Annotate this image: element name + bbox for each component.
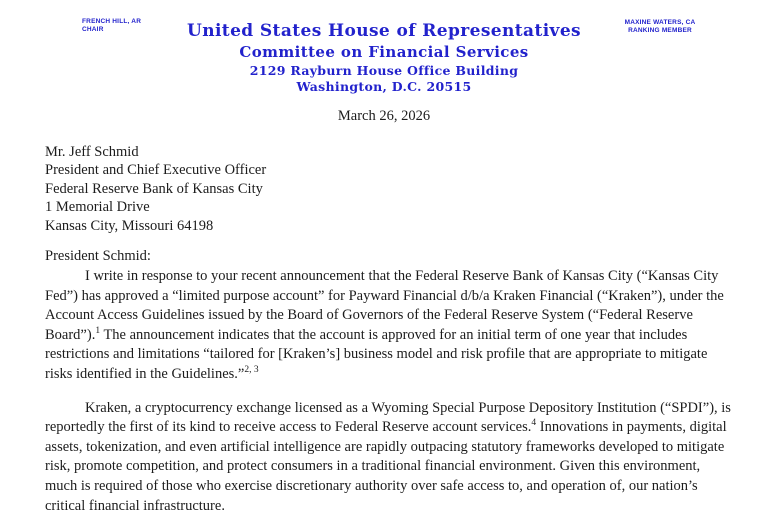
paragraph-1	[45, 267, 731, 385]
footnote-marker-2-3: 2, 3	[244, 365, 259, 376]
letterhead-committee: Committee on Financial Services	[239, 43, 529, 61]
letterhead	[0, 21, 768, 95]
ranking-member-name: MAXINE WATERS, CA	[624, 19, 696, 26]
paragraph-2-text-1: Kraken, a cryptocurrency exchange licensed as a Wyoming Special Purpose Depository Institution (“SPDI”), is reportedly the first of its kind to receive access to Federal Reserve account services.	[45, 399, 731, 436]
chair-title: CHAIR	[82, 26, 104, 33]
letterhead-building: 2129 Rayburn House Office Building	[249, 63, 519, 78]
letter-date: March 26, 2026	[337, 108, 431, 124]
recipient-street: 1 Memorial Drive	[45, 199, 150, 216]
footnote-marker-4: 4	[531, 418, 537, 429]
paragraph-2	[45, 399, 731, 517]
paragraph-2-text-2: Innovations in payments, digital assets, tokenization, and even artificial intelligence are rapidly outpacing statutory frameworks developed to mitigate risk, promote competition, and protect consumers in a traditional financial environment. Given this environment, much is required of those who exercise discretionary authority over safe access to, and operation of, our nation’s critical financial infrastructure.	[45, 419, 727, 514]
letterhead-city: Washington, D.C. 20515	[296, 79, 472, 94]
salutation: President Schmid:	[45, 248, 151, 264]
recipient-city: Kansas City, Missouri 64198	[45, 217, 214, 234]
letter-body	[45, 267, 731, 519]
footnote-marker-1: 1	[95, 325, 101, 336]
recipient-organization: Federal Reserve Bank of Kansas City	[45, 180, 263, 197]
paragraph-1-text-2: The announcement indicates that the account is approved for an initial term of one year that includes restrictions and limitations “tailored for [Kraken’s] business model and risk profile that are appropriate to mitigate risks identified in the Guidelines.”	[45, 326, 708, 382]
recipient-address	[45, 143, 266, 235]
ranking-member-title: RANKING MEMBER	[628, 27, 692, 34]
paragraph-1-text-1: I write in response to your recent announcement that the Federal Reserve Bank of Kansas City (“Kansas City Fed”) has approved a “limited purpose account” for Payward Financial d/b/a Kraken Financial (“Kraken”), under the Account Access Guidelines issued by the Board of Governors of the Federal Reserve System (“Federal Reserve Board”).	[45, 268, 724, 343]
letterhead-institution: United States House of Representatives	[186, 21, 582, 41]
recipient-title: President and Chief Executive Officer	[45, 162, 267, 179]
chair-name: FRENCH HILL, AR	[82, 18, 142, 25]
recipient-name: Mr. Jeff Schmid	[45, 144, 139, 160]
